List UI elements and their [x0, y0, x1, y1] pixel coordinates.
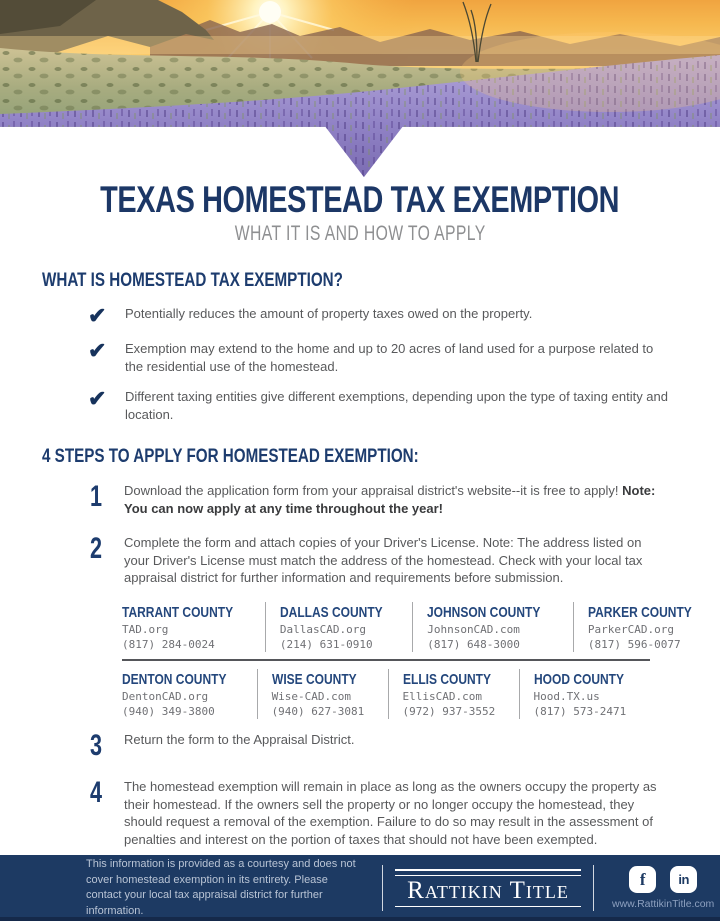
- footer-divider: [593, 865, 594, 911]
- social-block: [612, 866, 714, 910]
- county-name: TARRANT COUNTY: [122, 604, 234, 621]
- step-number: 3: [90, 729, 103, 762]
- county-website: ParkerCAD.org: [587, 623, 674, 636]
- checkmark-icon: ✔: [88, 303, 107, 328]
- county-cell-denton: [122, 669, 257, 719]
- section-heading-4-steps: 4 STEPS TO APPLY FOR HOMESTEAD EXEMPTION:: [42, 446, 419, 467]
- table-row: [122, 661, 650, 719]
- county-cell-hood: [519, 669, 651, 719]
- step-4: [90, 778, 690, 848]
- county-website: Hood.TX.us: [533, 690, 600, 703]
- county-name: DALLAS COUNTY: [279, 604, 383, 621]
- step-number: 1: [90, 480, 103, 513]
- step-1: [90, 482, 690, 517]
- county-website: TAD.org: [122, 623, 169, 636]
- county-cell-tarrant: [122, 602, 265, 652]
- section-heading-what-is: WHAT IS HOMESTEAD TAX EXEMPTION?: [42, 270, 343, 291]
- footer-website-link[interactable]: www.RattikinTitle.com: [612, 898, 715, 910]
- county-phone: (817) 284-0024: [122, 638, 215, 651]
- step-text: Return the form to the Appraisal District.: [124, 732, 355, 747]
- county-website: DallasCAD.org: [279, 623, 366, 636]
- county-phone: (940) 627-3081: [271, 705, 365, 718]
- county-cell-dallas: [265, 602, 412, 652]
- county-name: JOHNSON COUNTY: [427, 604, 541, 621]
- step-text: Download the application form from your appraisal district's website--it is free to apply! Note: You can now apply at any time throughout the year!: [124, 483, 656, 516]
- county-website: JohnsonCAD.com: [427, 623, 520, 636]
- footer-disclaimer: This information is provided as a courtesy and does not cover homestead exemption in its entirety. Please contact your local tax appraisal district for further information.: [86, 858, 356, 917]
- county-phone: (817) 573-2471: [533, 705, 627, 718]
- page-title: TEXAS HOMESTEAD TAX EXEMPTION: [100, 179, 620, 220]
- step-number: 2: [90, 532, 103, 565]
- landscape-sunset-bluebonnets-image: [0, 0, 720, 178]
- hero-photo: [0, 0, 720, 178]
- county-cell-johnson: [412, 602, 573, 652]
- bullet-text: Potentially reduces the amount of property taxes owed on the property.: [125, 306, 533, 321]
- linkedin-glyph: in: [678, 872, 689, 887]
- county-contact-table: [122, 602, 692, 719]
- table-row: [122, 602, 692, 661]
- step-text: The homestead exemption will remain in place as long as the owners occupy the property as their homestead. If the owners sell the property or no longer occupy the homestead, they should request a removal of the exemption. Failure to do so may result in the assessment of penalties and interest on the portion of taxes that should not have been exempted.: [124, 779, 657, 847]
- county-phone: (214) 631-0910: [279, 638, 373, 651]
- county-cell-ellis: [388, 669, 519, 719]
- step-number: 4: [90, 776, 103, 809]
- county-phone: (817) 596-0077: [587, 638, 681, 651]
- county-cell-wise: [257, 669, 388, 719]
- county-website: DentonCAD.org: [122, 690, 209, 703]
- page-subtitle: WHAT IT IS AND HOW TO APPLY: [234, 222, 486, 245]
- step-3: [90, 731, 690, 761]
- facebook-icon[interactable]: [629, 866, 656, 893]
- linkedin-icon[interactable]: [670, 866, 697, 893]
- step-2: [90, 534, 690, 587]
- county-name: DENTON COUNTY: [122, 671, 227, 688]
- logo-rule: [395, 869, 581, 876]
- footer: [0, 855, 720, 921]
- county-website: EllisCAD.com: [402, 690, 483, 703]
- list-item: [88, 388, 678, 423]
- county-website: Wise-CAD.com: [271, 690, 352, 703]
- county-name: PARKER COUNTY: [587, 604, 692, 621]
- rattikin-title-logo: [395, 869, 581, 907]
- county-phone: (972) 937-3552: [402, 705, 496, 718]
- benefits-list: [88, 305, 678, 436]
- bullet-text: Exemption may extend to the home and up to 20 acres of land used for a purpose related to the residential use of the homestead.: [125, 341, 654, 374]
- step-text: Complete the form and attach copies of your Driver's License. Note: The address listed on your Driver's License must match the address of the homestead. Check with your local tax appraisal district for further information and requirements before submission.: [124, 535, 643, 585]
- step-note-bold: Note: You can now apply at any time throughout the year!: [124, 483, 656, 516]
- list-item: [88, 340, 678, 375]
- steps-list-3-4: [90, 731, 690, 865]
- county-phone: (817) 648-3000: [427, 638, 520, 651]
- steps-list-1-2: [90, 482, 690, 604]
- footer-divider: [382, 865, 383, 911]
- logo-text: Rattikin Title: [407, 877, 569, 904]
- list-item: [88, 305, 678, 327]
- county-name: HOOD COUNTY: [533, 671, 624, 688]
- county-name: ELLIS COUNTY: [402, 671, 491, 688]
- facebook-glyph: f: [639, 869, 646, 889]
- logo-rule: [395, 906, 581, 907]
- bullet-text: Different taxing entities give different exemptions, depending upon the type of taxing entity and location.: [125, 389, 668, 422]
- checkmark-icon: ✔: [88, 386, 107, 411]
- county-phone: (940) 349-3800: [122, 705, 215, 718]
- county-cell-parker: [573, 602, 720, 652]
- checkmark-icon: ✔: [88, 338, 107, 363]
- county-name: WISE COUNTY: [271, 671, 357, 688]
